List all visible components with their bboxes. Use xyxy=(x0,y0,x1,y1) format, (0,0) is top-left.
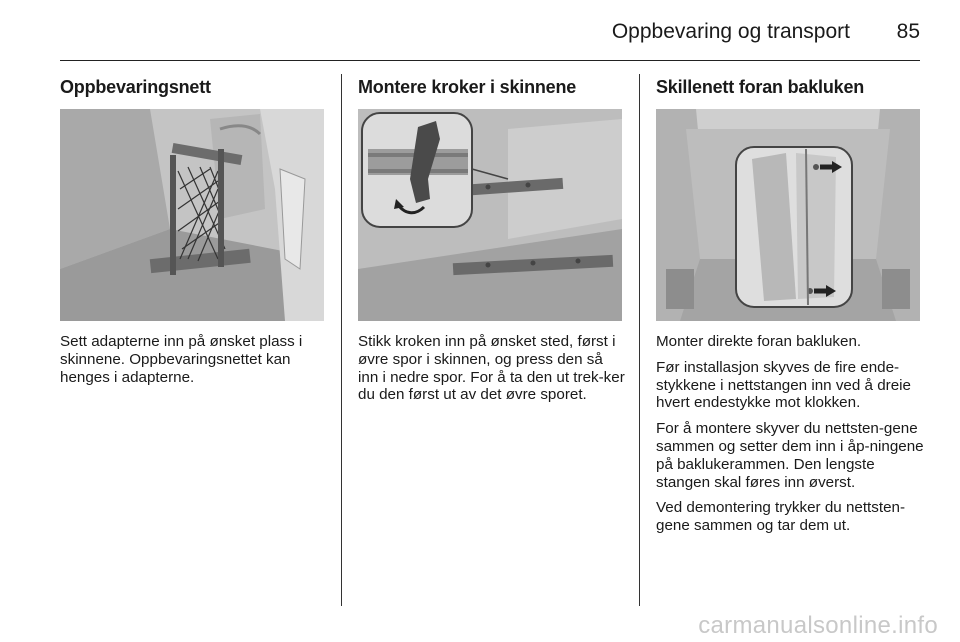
storage-net-text xyxy=(60,333,328,386)
column-partition-net xyxy=(656,74,924,543)
partition-net-illustration xyxy=(656,109,920,321)
heading-partition-net: Skillenett foran bakluken xyxy=(656,77,865,97)
page-number: 85 xyxy=(896,20,920,43)
column-hooks xyxy=(358,74,626,412)
paragraph: Monter direkte foran bakluken. xyxy=(656,333,862,350)
paragraph: Stikk kroken inn på ønsket sted, først i øvre spor i skinnen, og press den så inn i nedre spor. For å ta den ut trek-ker du den først ut av det øvre sporet. xyxy=(358,333,625,404)
paragraph: Før installasjon skyves de fire ende-stykkene i nettstangen inn ved å dreie hvert endestykke mot klokken. xyxy=(656,358,911,412)
storage-net-illustration xyxy=(60,109,324,321)
heading-storage-net: Oppbevaringsnett xyxy=(60,77,211,97)
page-header xyxy=(60,14,920,61)
watermark: carmanualsonline.info xyxy=(698,612,938,639)
column-divider xyxy=(639,74,640,606)
hooks-text xyxy=(358,333,626,404)
heading-hooks: Montere kroker i skinnene xyxy=(358,77,577,97)
paragraph: Sett adapterne inn på ønsket plass i skinnene. Oppbevaringsnettet kan henges i adapterne. xyxy=(60,333,303,386)
section-title: Oppbevaring og transport xyxy=(611,20,850,43)
paragraph: For å montere skyver du nettsten-gene sammen og setter dem inn i åp-ningene på baklukerammen. Den lengste stangen skal føres inn øverst. xyxy=(656,420,924,491)
paragraph: Ved demontering trykker du nettsten-gene sammen og tar dem ut. xyxy=(656,499,906,535)
partition-net-text xyxy=(656,333,924,535)
hooks-illustration xyxy=(358,109,622,321)
column-storage-net xyxy=(60,74,328,394)
column-divider xyxy=(341,74,342,606)
